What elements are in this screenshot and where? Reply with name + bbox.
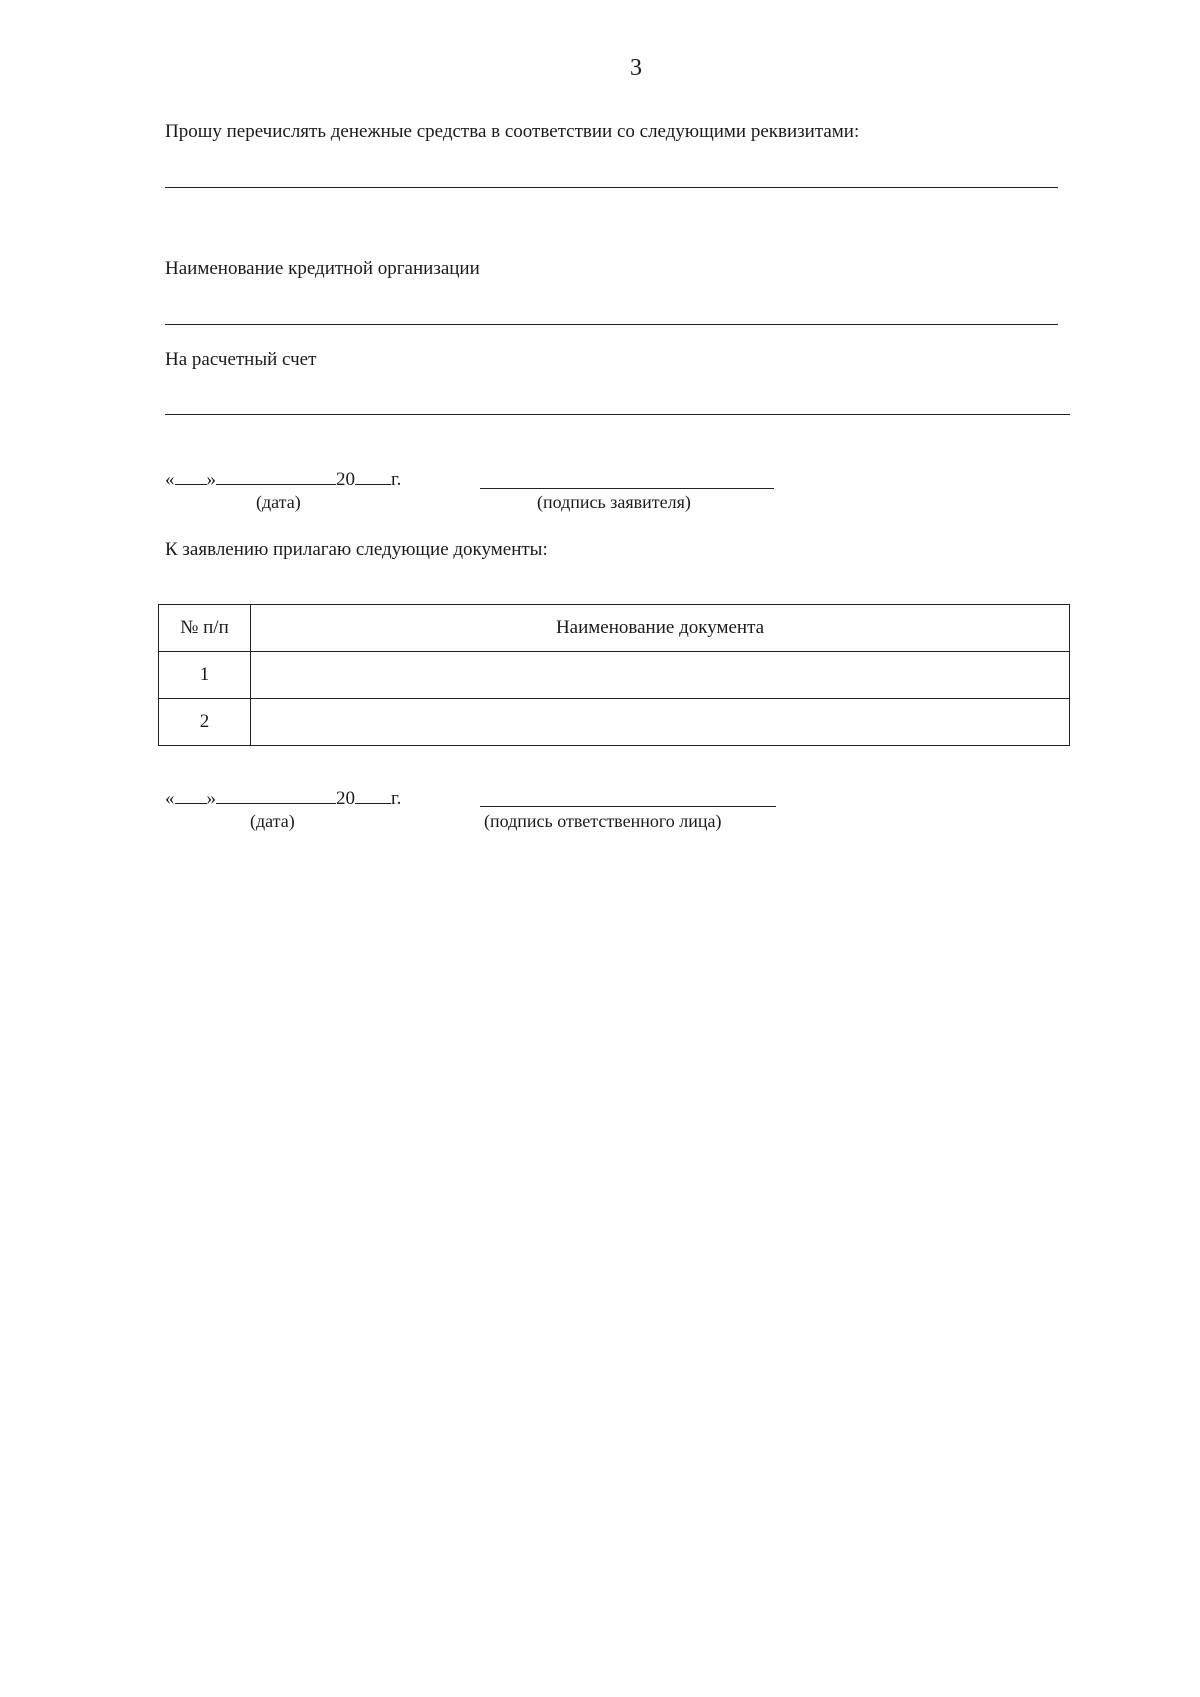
year-prefix: 20 — [336, 469, 355, 490]
header-document-name: Наименование документа — [251, 605, 1070, 652]
responsible-signature-caption: (подпись ответственного лица) — [484, 811, 722, 831]
year-blank[interactable] — [355, 466, 391, 485]
applicant-signature-line[interactable] — [480, 488, 774, 489]
document-name-cell[interactable] — [251, 652, 1070, 699]
bank-name-fill-line[interactable] — [165, 324, 1058, 325]
close-quote: » — [206, 469, 216, 490]
account-fill-line[interactable] — [165, 414, 1070, 415]
requisites-fill-line[interactable] — [165, 187, 1058, 188]
documents-table — [158, 604, 1070, 746]
year-suffix: г. — [391, 469, 402, 490]
table-header-row — [159, 605, 1070, 652]
attachments-text: К заявлению прилагаю следующие документы: — [165, 539, 548, 560]
document-name-cell[interactable] — [251, 699, 1070, 746]
month-blank[interactable] — [216, 785, 336, 804]
date-field-applicant[interactable] — [165, 466, 401, 492]
header-number: № п/п — [159, 605, 251, 652]
page-number: 3 — [630, 55, 642, 81]
month-blank[interactable] — [216, 466, 336, 485]
responsible-signature-line[interactable] — [480, 806, 776, 807]
day-blank[interactable] — [175, 466, 207, 485]
open-quote: « — [165, 469, 175, 490]
date-caption: (дата) — [256, 492, 301, 512]
day-blank[interactable] — [175, 785, 207, 804]
date-field-responsible[interactable] — [165, 785, 401, 811]
account-label: На расчетный счет — [165, 349, 317, 370]
year-suffix: г. — [391, 788, 402, 809]
date-caption: (дата) — [250, 811, 295, 831]
year-blank[interactable] — [355, 785, 391, 804]
applicant-signature-caption: (подпись заявителя) — [537, 492, 691, 512]
row-number: 1 — [159, 652, 251, 699]
year-prefix: 20 — [336, 788, 355, 809]
open-quote: « — [165, 788, 175, 809]
table-row — [159, 652, 1070, 699]
row-number: 2 — [159, 699, 251, 746]
table-row — [159, 699, 1070, 746]
transfer-request-text: Прошу перечислять денежные средства в соответствии со следующими реквизитами: — [165, 121, 860, 142]
close-quote: » — [206, 788, 216, 809]
bank-name-label: Наименование кредитной организации — [165, 258, 480, 279]
